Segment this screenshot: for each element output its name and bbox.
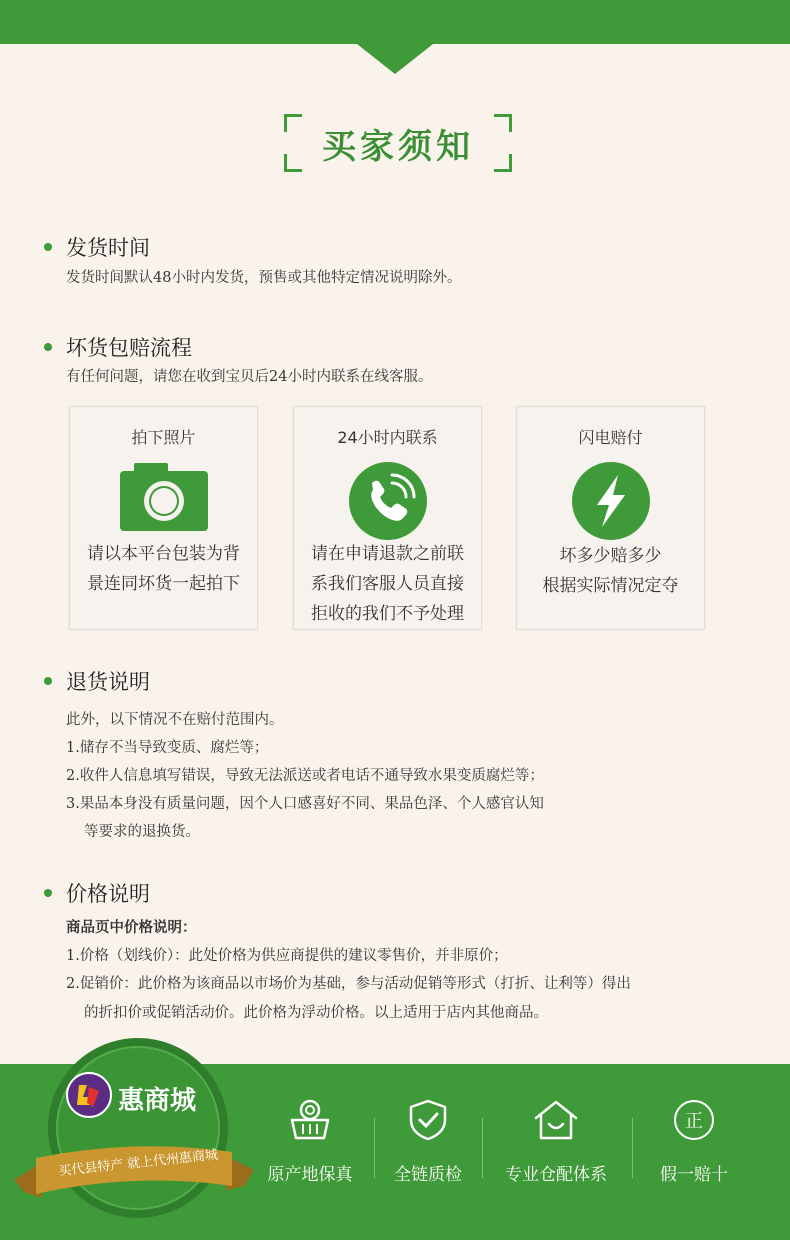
phone-icon bbox=[348, 461, 428, 545]
claim-card-contact: 24小时内联系 请在申请退款之前联 系我们客服人员直接 拒收的我们不予处理 bbox=[293, 406, 482, 630]
returns-line: 等要求的退换货。 bbox=[84, 824, 200, 840]
shield-check-icon bbox=[368, 1096, 488, 1144]
card-description: 坏多少赔多少 根据实际情况定夺 bbox=[542, 546, 679, 596]
section-price-heading: 价格说明 bbox=[44, 878, 150, 908]
warehouse-icon bbox=[496, 1096, 616, 1144]
claims-text: 有任何问题，请您在收到宝贝后24小时内联系在线客服。 bbox=[66, 369, 433, 385]
page-title: 买家须知 bbox=[322, 126, 474, 167]
returns-line: 3.果品本身没有质量问题，因个人口感喜好不同、果品色泽、个人感官认知 bbox=[66, 796, 544, 812]
bullet-dot bbox=[44, 243, 52, 251]
claim-card-payout: 闪电赔付 坏多少赔多少 根据实际情况定夺 bbox=[516, 406, 705, 630]
top-banner bbox=[0, 0, 790, 44]
shop-logo-icon bbox=[66, 1072, 112, 1118]
price-subheading: 商品页中价格说明： bbox=[66, 919, 197, 936]
page-title-frame bbox=[284, 114, 512, 172]
feature-quality-check: 全链质检 bbox=[368, 1096, 488, 1185]
price-line: 的折扣价或促销活动价。此价格为浮动价格。以上适用于店内其他商品。 bbox=[84, 1005, 548, 1021]
bullet-dot bbox=[44, 343, 52, 351]
card-description: 请在申请退款之前联 系我们客服人员直接 拒收的我们不予处理 bbox=[311, 544, 464, 624]
returns-line: 2.收件人信息填写错误，导致无法派送或者电话不通导致水果变质腐烂等； bbox=[66, 768, 544, 784]
price-line: 2.促销价：此价格为该商品以市场价为基础，参与活动促销等形式（打折、让利等）得出 bbox=[66, 976, 631, 992]
claim-card-photo: 拍下照片 请以本平台包装为背 景连同坏货一起拍下 bbox=[69, 406, 258, 630]
feature-genuine-guarantee: 正 假一赔十 bbox=[634, 1096, 754, 1185]
bullet-dot bbox=[44, 889, 52, 897]
shipping-text: 发货时间默认48小时内发货，预售或其他特定情况说明除外。 bbox=[66, 270, 462, 286]
genuine-icon: 正 bbox=[634, 1096, 754, 1144]
camera-icon bbox=[120, 461, 208, 535]
section-shipping-heading: 发货时间 bbox=[44, 232, 150, 262]
returns-line: 此外，以下情况不在赔付范围内。 bbox=[66, 712, 284, 728]
price-line: 1.价格（划线价）：此处价格为供应商提供的建议零售价，并非原价； bbox=[66, 948, 508, 964]
section-claims-heading: 坏货包赔流程 bbox=[44, 332, 192, 362]
lightning-icon bbox=[571, 461, 651, 545]
basket-icon bbox=[250, 1096, 370, 1144]
ribbon-slogan: 买代县特产 就上代州惠商城 bbox=[57, 1147, 219, 1180]
shop-name: 惠商城 bbox=[118, 1086, 197, 1116]
bullet-dot bbox=[44, 677, 52, 685]
card-description: 请以本平台包装为背 景连同坏货一起拍下 bbox=[87, 544, 240, 594]
feature-warehouse: 专业仓配体系 bbox=[496, 1096, 616, 1185]
top-banner-notch bbox=[357, 44, 433, 74]
section-returns-heading: 退货说明 bbox=[44, 666, 150, 696]
returns-line: 1.储存不当导致变质、腐烂等； bbox=[66, 740, 269, 756]
feature-origin: 原产地保真 bbox=[250, 1096, 370, 1185]
